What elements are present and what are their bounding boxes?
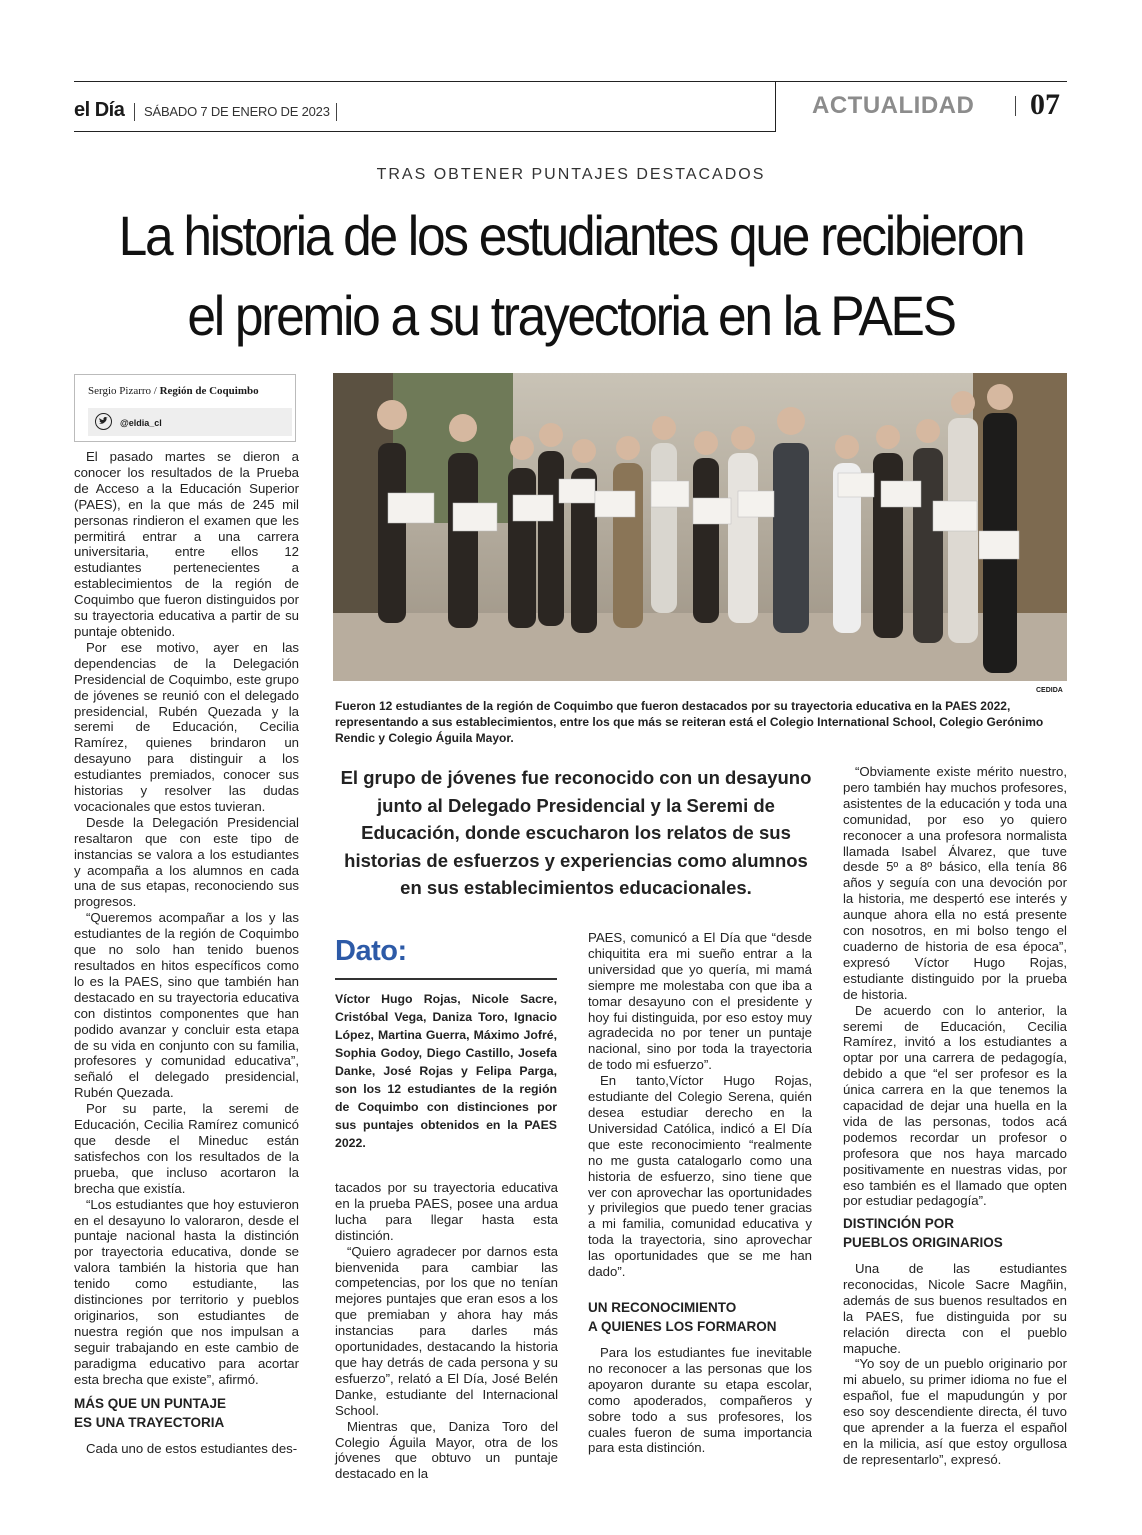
subheading	[74, 1394, 226, 1432]
newspaper-logo: el Día	[74, 99, 125, 121]
twitter-handle: @eldia_cl	[120, 418, 162, 428]
paragraph: En tanto,Víctor Hugo Rojas, estudiante del Colegio Serena, quién desea estudiar derecho en la Universidad Católica, indicó a El Día que este reconocimiento “realmente no me gusta catalogarlo como una historia de esfuerzo, sino tiene que ver con aprovechar las oportunidades y privilegios que puedo tener gracias a mi familia, comunidad educativa y toda la trayectoria, sino aprovechar las oportunidades que se me han dado”.	[588, 1073, 812, 1280]
twitter-bar	[88, 408, 292, 436]
region-name: Región de Coquimbo	[159, 385, 259, 397]
author-name: Sergio Pizarro /	[88, 385, 157, 397]
paragraph: Por su parte, la seremi de Educación, Cecilia Ramírez comunicó que desde el Mineduc están satisfechos con los resultados de la prueba, que incluso acortaron la brecha que existía.	[74, 1101, 299, 1196]
paragraph: Para los estudiantes fue inevitable no reconocer a las personas que los apoyaron durante su etapa escolar, como apoderados, compañeros y sobre todo a sus profesores, los cuales fueron de suma importancia para esta distinción.	[588, 1345, 812, 1456]
header-bottom-rule	[74, 131, 775, 132]
paragraph: “Los estudiantes que hoy estuvieron en el desayuno lo valoraron, desde el puntaje nacional hasta la distinción por trayectoria educativa, donde se valora también la historia que han tenido como estudiante, las distinciones por territorio y pueblos originarios, son estudiantes de nuestra región que nos impulsan a seguir trabajando en este cambio de paradigma educativo para acortar esta brecha que existe”, afirmó.	[74, 1196, 299, 1387]
header-separator	[1015, 96, 1016, 116]
students-group-photo	[333, 373, 1067, 681]
dato-title: Dato:	[335, 935, 407, 967]
header-separator	[134, 103, 135, 121]
paragraph: Por ese motivo, ayer en las dependencias de la Delegación Presidencial de Coquimbo, este grupo de jóvenes se reunió con el delegado presidencial, Rubén Quezada y la seremi de Educación, Cecilia Ramírez, quienes brindaron un desayuno para distinguir a los estudiantes premiados, conocer sus historias y resolver las dudas vocacionales que estos tuvieran.	[74, 639, 299, 814]
page-number: 07	[1030, 88, 1060, 121]
subheading	[588, 1298, 777, 1336]
body-column-1-end	[74, 1441, 299, 1457]
pull-quote: El grupo de jóvenes fue reconocido con un desayuno junto al Delegado Presidencial y la Seremi de Educación, donde escucharon los relatos de sus historias de esfuerzos y experiencias como alumnos en sus establecimientos educacionales.	[340, 767, 812, 898]
paragraph: “Quiero agradecer por darnos esta bienvenida para cambiar las competencias, por los que no tenían mejores puntajes que eran esos a los que premiaban y ahora hay más instancias para darles más oportunidades, destacando la historia que hay detrás de cada persona y su esfuerzo”, relató a El Día, José Belén Danke, estudiante del Internacional School.	[335, 1243, 558, 1418]
header-separator	[336, 103, 337, 121]
paragraph: “Queremos acompañar a los y las estudiantes de la región de Coquimbo que no solo han tenido buenos resultados en hitos específicos como lo es la PAES, sino que también han destacado en su trayectoria educativa con distintos componentes que han podido avanzar y concluir esta etapa de su vida en conjunto con su familia, profesores y comunidad educativa”, señaló el delegado presidencial, Rubén Quezada.	[74, 910, 299, 1101]
paragraph: El pasado martes se dieron a conocer los resultados de la Prueba de Acceso a la Educación Superior (PAES), en la que más de 245 mil personas rindieron el examen que les permitirá entrar a una carrera universitaria, entre ellos 12 estudiantes pertenecientes a establecimientos de la región de Coquimbo que fueron distinguidos por su trayectoria educativa a partir de su puntaje obtenido.	[74, 449, 299, 639]
paragraph: Mientras que, Daniza Toro del Colegio Águila Mayor, otra de los jóvenes que obtuvo un puntaje destacado en la	[335, 1418, 558, 1482]
subheading-line: DISTINCIÓN POR	[843, 1216, 955, 1231]
paragraph: “Obviamente existe mérito nuestro, pero también hay muchos profesores, asistentes de la educación y toda una comunidad, por eso yo quiero reconocer a una profesora normalista llamada Isabel Álvarez, que tuve desde 5º a 8º básico, ella tenía 86 años y seguía con una devoción por la historia, me despertó ese interés y aunque ahora ella no está presente con nosotros, en mi bolso tengo el cuaderno de historia de esa época”, expresó Víctor Hugo Rojas, estudiante distinguido por la prueba de historia.	[843, 764, 1067, 1002]
section-name: ACTUALIDAD	[812, 92, 975, 119]
dato-rule	[335, 978, 557, 980]
byline	[88, 385, 259, 397]
body-column-3-end	[588, 1345, 812, 1456]
paragraph: Una de las estudiantes reconocidas, Nicole Sacre Magñin, además de sus buenos resultados en la PAES, fue distinguida por su relación directa con el pueblo mapuche.	[843, 1261, 1067, 1356]
issue-date: SÁBADO 7 DE ENERO DE 2023	[144, 104, 330, 119]
subheading-line: ES UNA TRAYECTORIA	[74, 1415, 225, 1430]
body-column-1	[74, 449, 299, 1387]
photo-caption: Fueron 12 estudiantes de la región de Coquimbo que fueron destacados por su trayectoria educativa en la PAES 2022, representando a sus establecimientos, entre los que más se reiteran está el Colegio International School, Colegio Gerónimo Rendic y Colegio Águila Mayor.	[335, 699, 1044, 745]
paragraph: PAES, comunicó a El Día que “desde chiquitita era mi sueño entrar a la universidad que yo quería, mi mamá siempre me molestaba con que iba a tomar desayuno con el presidente y hoy fui distinguida, por eso estoy muy agradecida no por tener un puntaje nacional, sino por toda la trayectoria de todo mi esfuerzo”.	[588, 930, 812, 1073]
kicker: TRAS OBTENER PUNTAJES DESTACADOS	[376, 166, 766, 183]
dato-body: Víctor Hugo Rojas, Nicole Sacre, Cristóbal Vega, Daniza Toro, Ignacio López, Martina Guerra, Máximo Jofré, Sophia Godoy, Diego Castillo, Josefa Danke, José Rojas y Felipa Parga, son los 12 estudiantes de la región de Coquimbo con distinciones por sus puntajes obtenidos en la PAES 2022.	[335, 992, 557, 1150]
paragraph: De acuerdo con lo anterior, la seremi de Educación, Cecilia Ramírez, invitó a los estudiantes a optar por una carrera de pedagogía, debido a que “el ser profesor es la única carrera en la que tenemos la capacidad de dejar una huella en la vida de las personas, todos acá podemos recordar un profesor o profesora que nos haya marcado positivamente en nuestras vidas, por eso también es el llamado que opten por estudiar pedagogía”.	[843, 1002, 1067, 1209]
body-column-3	[588, 930, 812, 1280]
paragraph: Cada uno de estos estudiantes des-	[86, 1441, 298, 1456]
headline-line: La historia de los estudiantes que recibieron	[118, 204, 1024, 267]
photo-credit: CEDIDA	[1036, 687, 1063, 694]
subheading-line: MÁS QUE UN PUNTAJE	[74, 1396, 227, 1411]
body-column-4	[843, 764, 1067, 1209]
twitter-icon	[95, 413, 112, 430]
headline	[82, 196, 1059, 356]
paragraph: Desde la Delegación Presidencial resaltaron que con este tipo de instancias se valora a los estudiantes y acompaña a los alumnos en cada una de sus etapas, reconociendo sus progresos.	[74, 814, 299, 910]
headline-line: el premio a su trayectoria en la PAES	[187, 284, 955, 347]
subheading-line: PUEBLOS ORIGINARIOS	[843, 1235, 1003, 1250]
paragraph: “Yo soy de un pueblo originario por mi abuelo, su primer idioma no fue el español, fue el mapudungún y por eso soy descendiente directa, él tuvo que aprender a la fuerza el español en la milicia, así que estoy orgullosa de representarlo”, expresó.	[843, 1356, 1067, 1467]
subheading-line: UN RECONOCIMIENTO	[588, 1300, 737, 1315]
header-divider-vertical	[775, 81, 776, 132]
paragraph: tacados por su trayectoria educativa en la prueba PAES, posee una ardua lucha para llegar hasta esta distinción.	[335, 1180, 558, 1243]
subheading-line: A QUIENES LOS FORMARON	[588, 1319, 777, 1334]
header-top-rule	[74, 81, 1067, 82]
body-column-4-end	[843, 1261, 1067, 1468]
body-column-2	[335, 1180, 558, 1482]
subheading	[843, 1214, 1003, 1252]
